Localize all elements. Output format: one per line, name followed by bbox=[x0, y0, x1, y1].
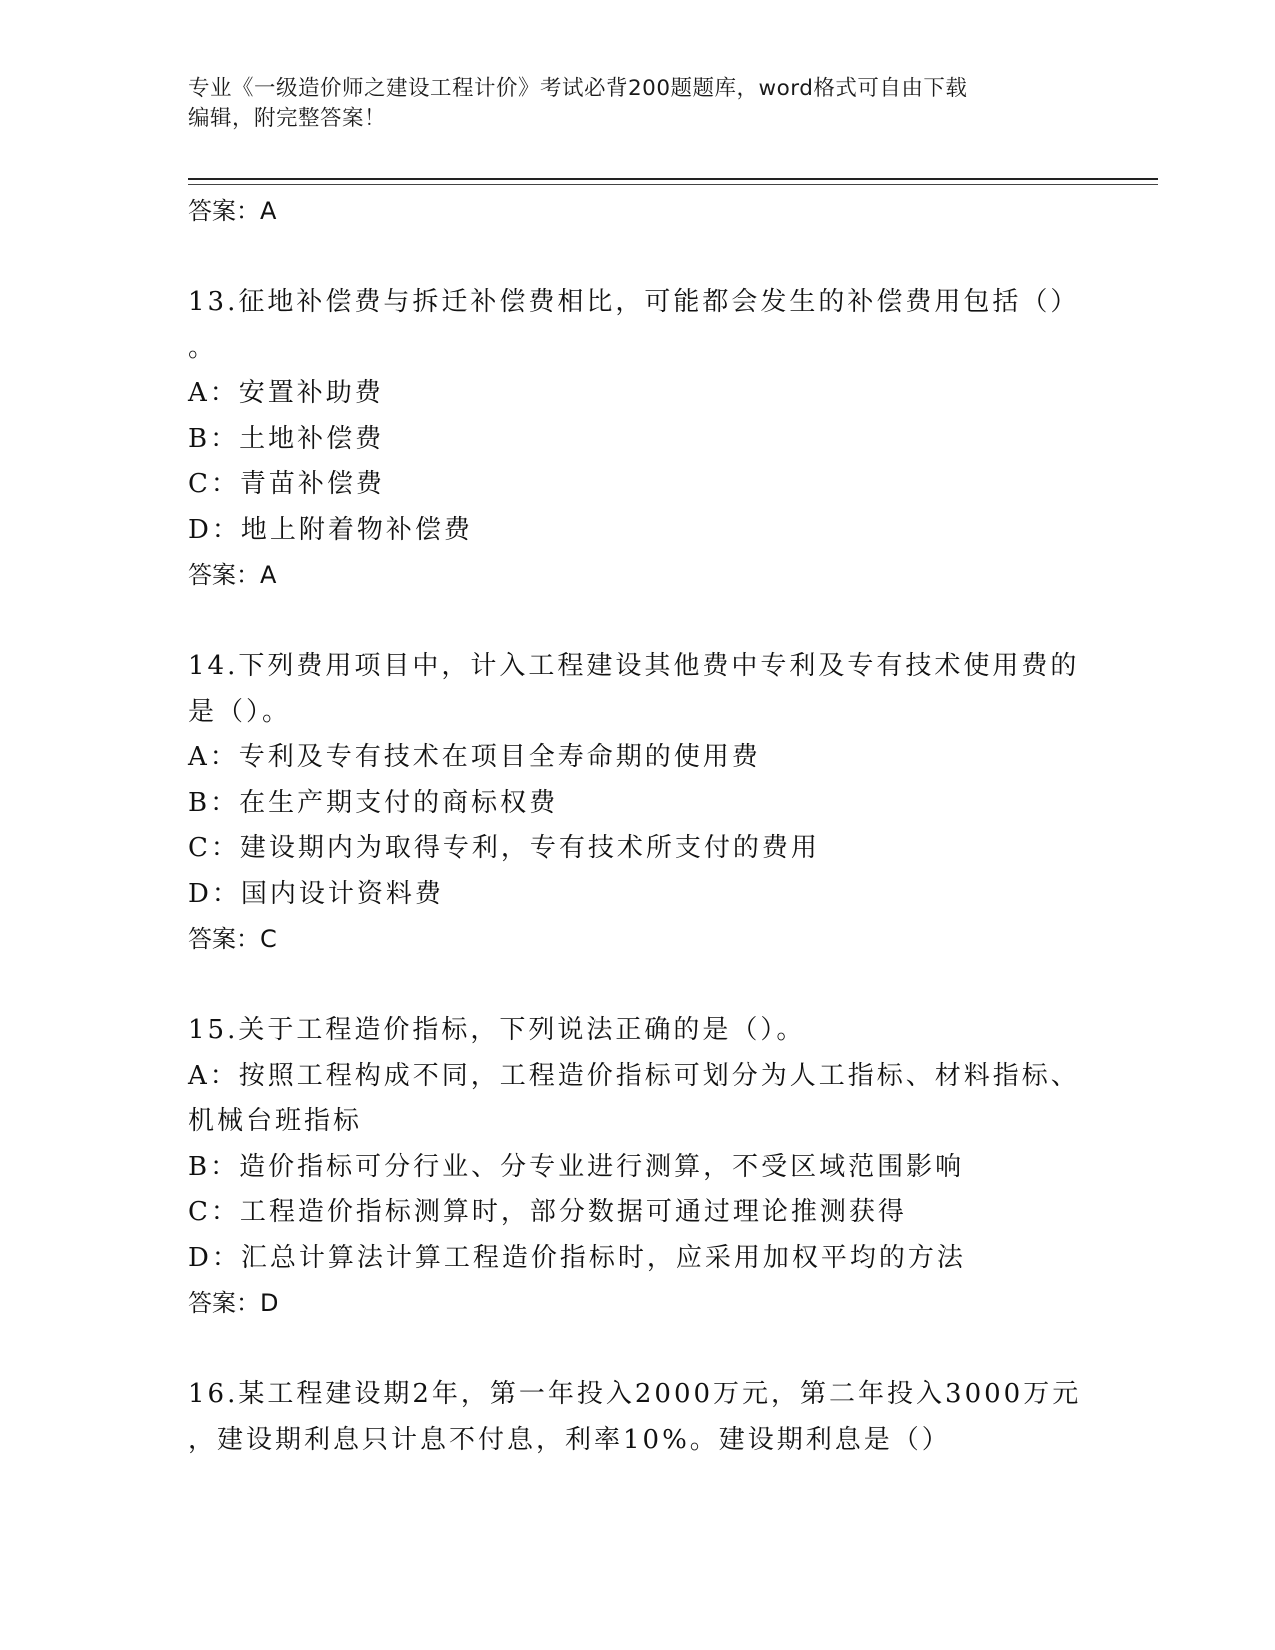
answer-line: 答案：D bbox=[188, 1289, 279, 1317]
option-b: B：在生产期支付的商标权费 bbox=[188, 787, 559, 818]
option-b: B：土地补偿费 bbox=[188, 423, 385, 454]
spacer bbox=[188, 235, 1088, 281]
question-stem: 15.关于工程造价指标，下列说法正确的是（）。 bbox=[188, 1015, 806, 1045]
header-line-1: 专业《一级造价师之建设工程计价》考试必背200题题库，word格式可自由下载 bbox=[188, 76, 968, 101]
question-13 bbox=[188, 280, 1088, 599]
option-b: B：造价指标可分行业、分专业进行测算，不受区域范围影响 bbox=[188, 1151, 965, 1182]
question-16 bbox=[188, 1372, 1088, 1463]
option-c: C：青苗补偿费 bbox=[188, 469, 385, 499]
question-stem: ，建设期利息只计息不付息，利率10%。建设期利息是（） bbox=[188, 1424, 951, 1455]
question-stem: 16.某工程建设期2年，第一年投入2000万元，第二年投入3000万元 bbox=[188, 1379, 1082, 1409]
header-rule bbox=[188, 178, 1158, 180]
answer-line: 答案：A bbox=[188, 561, 277, 589]
question-stem: 是（）。 bbox=[188, 696, 292, 727]
option-a-continued: 机械台班指标 bbox=[188, 1106, 363, 1136]
option-a: A：安置补助费 bbox=[188, 378, 384, 408]
document-header bbox=[188, 74, 1068, 134]
header-line-2: 编辑，附完整答案！ bbox=[188, 106, 387, 131]
option-d: D：国内设计资料费 bbox=[188, 878, 444, 909]
answer-line: 答案：A bbox=[188, 197, 277, 225]
header-rule-thin bbox=[188, 184, 1158, 185]
spacer bbox=[188, 1327, 1088, 1373]
option-d: D：地上附着物补偿费 bbox=[188, 514, 473, 545]
question-stem: 。 bbox=[188, 332, 218, 363]
spacer bbox=[188, 599, 1088, 645]
answer-line: 答案：C bbox=[188, 925, 277, 953]
option-a: A：按照工程构成不同，工程造价指标可划分为人工指标、材料指标、 bbox=[188, 1060, 1080, 1091]
question-14 bbox=[188, 644, 1088, 963]
spacer bbox=[188, 963, 1088, 1009]
option-c: C：建设期内为取得专利，专有技术所支付的费用 bbox=[188, 833, 820, 863]
option-c: C：工程造价指标测算时，部分数据可通过理论推测获得 bbox=[188, 1197, 907, 1227]
option-a: A：专利及专有技术在项目全寿命期的使用费 bbox=[188, 742, 761, 772]
question-stem: 14.下列费用项目中，计入工程建设其他费中专利及专有技术使用费的 bbox=[188, 651, 1080, 681]
question-stem: 13.征地补偿费与拆迁补偿费相比，可能都会发生的补偿费用包括（） bbox=[188, 287, 1080, 317]
question-15 bbox=[188, 1008, 1088, 1327]
option-d: D：汇总计算法计算工程造价指标时，应采用加权平均的方法 bbox=[188, 1242, 966, 1273]
question-list bbox=[188, 189, 1088, 1463]
